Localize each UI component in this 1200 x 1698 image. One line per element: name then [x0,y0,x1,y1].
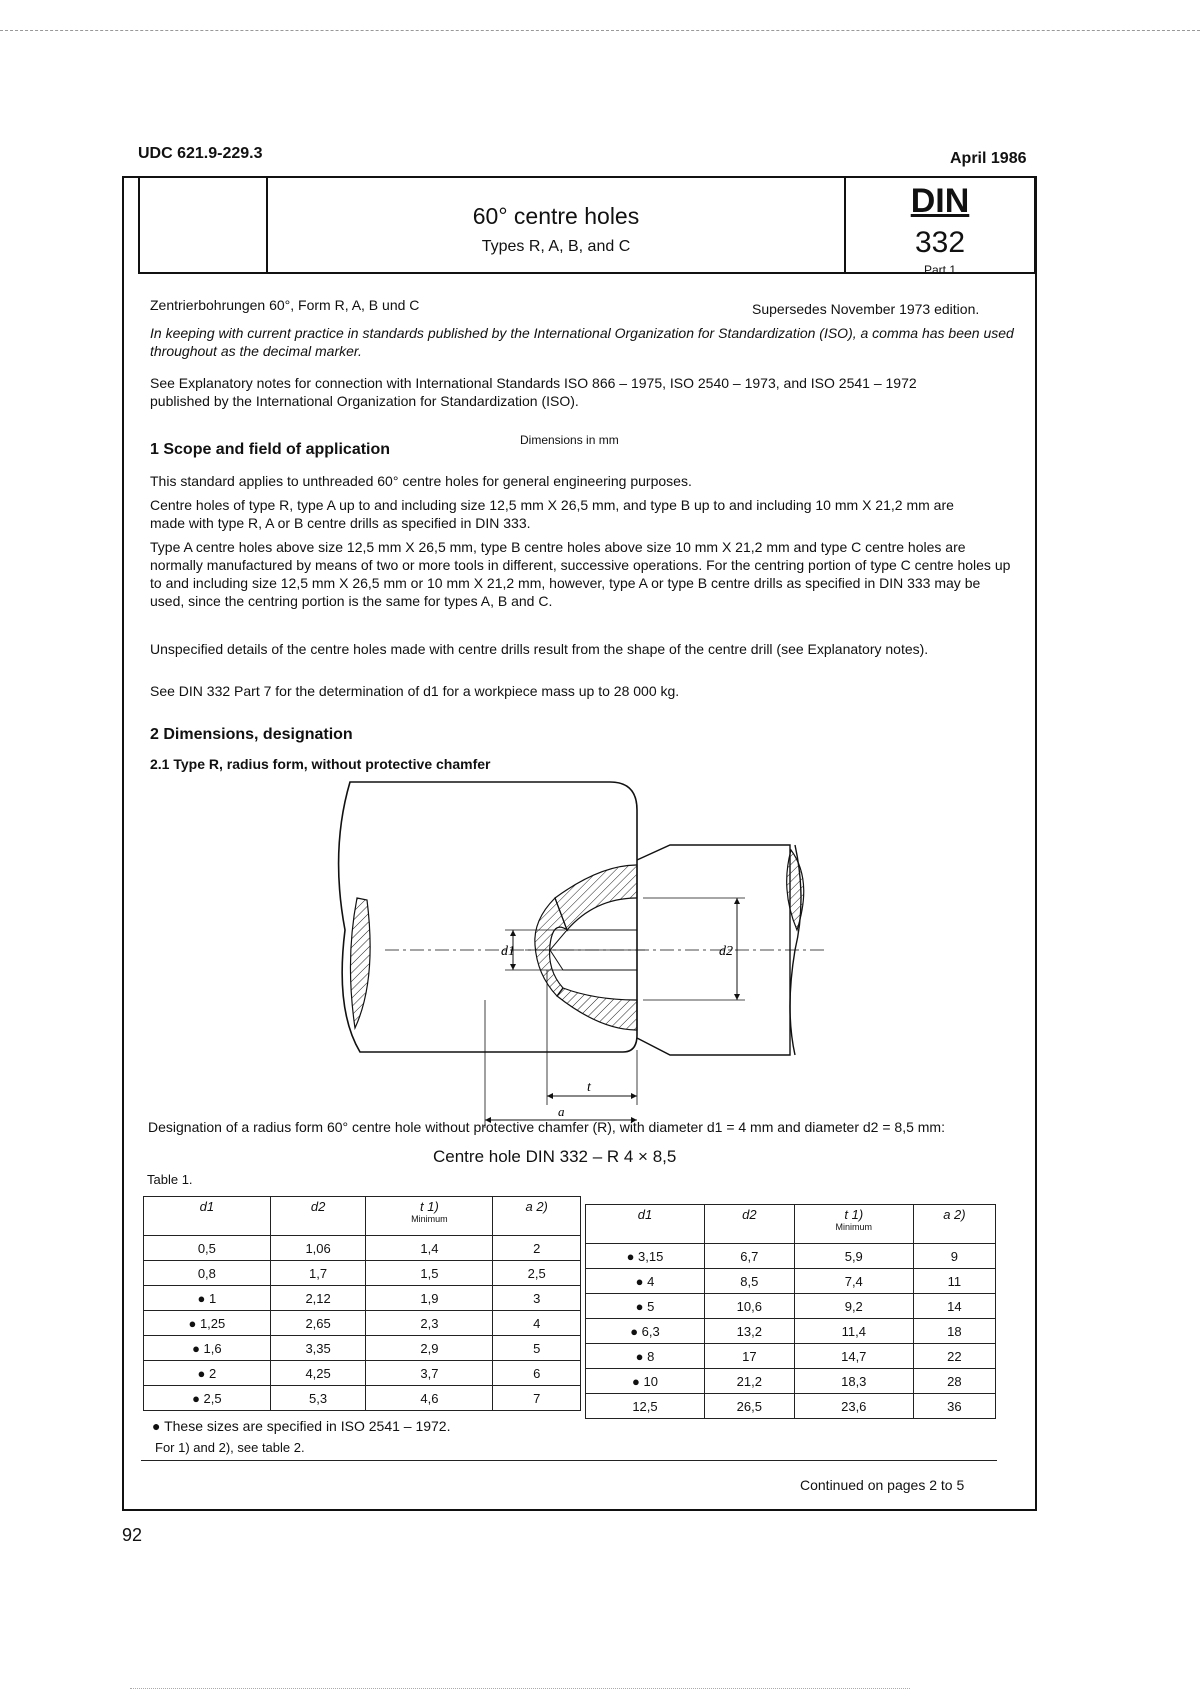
scope-paragraph-3: Type A centre holes above size 12,5 mm X 26,5 mm, type B centre holes above size 10 mm X 21,2 mm and type C centre holes are normally manufactured by means of two or more tools in different, successive operations. For the centring portion of type C centre holes up to and including size 12,5 mm X 26,5 mm or 10 mm X 21,2 mm, however, type A or type B centre drills as specified in DIN 333 may be used, since the centring portion is the same for types A, B and C. [150,539,1011,609]
table-row [586,1244,996,1269]
table-row [586,1344,996,1369]
cell: 1,7 [270,1261,366,1286]
cell: 2,5 [493,1261,581,1286]
workpiece-section-hatch [350,898,370,1028]
cell: 2 [493,1236,581,1261]
scope-paragraph-4: Unspecified details of the centre holes made with centre drills result from the shape of the centre drill (see Explanatory notes). [150,641,929,657]
cell: 6,7 [704,1244,794,1269]
col-a: a 2) [913,1205,995,1244]
cell: ● 1,6 [144,1336,270,1361]
cell: 21,2 [704,1369,794,1394]
cell: 7 [493,1386,581,1411]
hole-hatch-upper [555,865,637,930]
cell: ● 3,15 [586,1244,704,1269]
col-t-minimum: Minimum [835,1222,873,1232]
german-title: Zentrierbohrungen 60°, Form R, A, B und C [150,297,420,313]
table-row [144,1361,581,1386]
table-row [586,1269,996,1294]
explanatory-note: See Explanatory notes for connection with International Standards ISO 866 – 1975, ISO 2540 – 1973, and ISO 2541 – 1972 published by the International Organization for Standardization (ISO). [150,375,917,409]
cell: 6 [493,1361,581,1386]
col-d2: d2 [704,1205,794,1244]
table-row [144,1336,581,1361]
cell: ● 1,25 [144,1311,270,1336]
cell: 7,4 [794,1269,913,1294]
cell: 0,5 [144,1236,270,1261]
section-2-1-heading: 2.1 Type R, radius form, without protective chamfer [150,756,491,772]
table-row [586,1294,996,1319]
page-number: 92 [122,1525,143,1545]
cell: 5,3 [270,1386,366,1411]
cell: ● 4 [586,1269,704,1294]
din-label-text: DIN [910,182,970,220]
cell: 3 [493,1286,581,1311]
col-d1: d1 [144,1197,270,1236]
cell: 4,25 [270,1361,366,1386]
col-a: a 2) [493,1197,581,1236]
t-label: t [587,1080,591,1095]
cell: ● 10 [586,1369,704,1394]
designation-example: Centre hole DIN 332 – R 4 × 8,5 [433,1147,677,1166]
cell: 1,5 [366,1261,493,1286]
supersedes-note: Supersedes November 1973 edition. [752,301,980,317]
issue-date: April 1986 [950,150,1027,167]
col-t [366,1197,493,1236]
udc-code: UDC 621.9-229.3 [138,145,263,162]
cell: 18 [913,1319,995,1344]
col-t-minimum: Minimum [411,1214,448,1224]
cell: 26,5 [704,1394,794,1419]
title-block-left-cell [138,176,268,274]
table-row [144,1236,581,1261]
cell: 9 [913,1244,995,1269]
scan-header-noise [0,0,1200,31]
col-t-text: t 1) [420,1199,439,1214]
col-d2: d2 [270,1197,366,1236]
scope-paragraph-2: Centre holes of type R, type A up to and including size 12,5 mm X 26,5 mm, and type B up to and including 10 mm X 21,2 mm are made with type R, A or B centre drills as specified in DIN 333. [150,497,954,531]
table-bottom-rule [141,1460,997,1461]
section-2-heading: 2 Dimensions, designation [150,726,353,743]
table-row [144,1286,581,1311]
cell: 14,7 [794,1344,913,1369]
cell: 2,65 [270,1311,366,1336]
cell: 2,12 [270,1286,366,1311]
cell: ● 2,5 [144,1386,270,1411]
cell: ● 1 [144,1286,270,1311]
cell: 5 [493,1336,581,1361]
scope-paragraph-5: See DIN 332 Part 7 for the determination of d1 for a workpiece mass up to 28 000 kg. [150,683,680,699]
section-1-heading: 1 Scope and field of application [150,441,391,458]
cell: 22 [913,1344,995,1369]
cell: 12,5 [586,1394,704,1419]
drill-section-hatch [787,850,804,930]
table-row [144,1261,581,1286]
cell: 23,6 [794,1394,913,1419]
document-subtitle: Types R, A, B, and C [481,238,631,255]
centre-hole-diagram [325,770,835,1130]
table-row [144,1311,581,1336]
cell: 11 [913,1269,995,1294]
cell: 4 [493,1311,581,1336]
cell: 10,6 [704,1294,794,1319]
cell: 18,3 [794,1369,913,1394]
cell: 9,2 [794,1294,913,1319]
cell: 2,9 [366,1336,493,1361]
cell: 8,5 [704,1269,794,1294]
table-row [586,1319,996,1344]
cell: 17 [704,1344,794,1369]
table-row [144,1386,581,1411]
cell: 3,7 [366,1361,493,1386]
document-title: 60° centre holes [472,203,640,229]
table-left [143,1196,581,1411]
cell: 0,8 [144,1261,270,1286]
col-t-text: t 1) [844,1207,864,1222]
scan-footer-noise [130,1688,910,1689]
cell: 1,4 [366,1236,493,1261]
cell: 28 [913,1369,995,1394]
cell: 2,3 [366,1311,493,1336]
cell: ● 2 [144,1361,270,1386]
cell: ● 6,3 [586,1319,704,1344]
cell: 1,9 [366,1286,493,1311]
table-footnote-1: ● These sizes are specified in ISO 2541 – 1972. [152,1418,451,1434]
table-row [586,1394,996,1419]
continued-note: Continued on pages 2 to 5 [800,1477,965,1493]
cell: 11,4 [794,1319,913,1344]
scope-paragraph-1: This standard applies to unthreaded 60° centre holes for general engineering purposes. [150,473,692,489]
cell: ● 5 [586,1294,704,1319]
din-number: 332 [914,226,966,259]
din-label [848,184,1032,218]
col-d1: d1 [586,1205,704,1244]
cell: 4,6 [366,1386,493,1411]
iso-note: In keeping with current practice in standards published by the International Organization for Standardization (ISO), a comma has been used throughout as the decimal marker. [150,325,1014,359]
table-caption: Table 1. [147,1172,193,1187]
hole-hatch-lower [557,988,637,1030]
designation-text: Designation of a radius form 60° centre hole without protective chamfer (R), with diameter d1 = 4 mm and diameter d2 = 8,5 mm: [148,1119,945,1135]
cell: ● 8 [586,1344,704,1369]
table-right [585,1204,996,1419]
table-footnote-2: For 1) and 2), see table 2. [155,1440,305,1455]
cell: 5,9 [794,1244,913,1269]
cell: 3,35 [270,1336,366,1361]
cell: 1,06 [270,1236,366,1261]
cell: 13,2 [704,1319,794,1344]
cell: 14 [913,1294,995,1319]
a-label: a [558,1104,565,1119]
d2-label: d2 [719,944,733,959]
dimensions-note: Dimensions in mm [520,433,619,447]
part-label: Part 1 [923,263,956,277]
col-t [794,1205,913,1244]
table-row [586,1369,996,1394]
cell: 36 [913,1394,995,1419]
d1-label: d1 [501,944,515,959]
